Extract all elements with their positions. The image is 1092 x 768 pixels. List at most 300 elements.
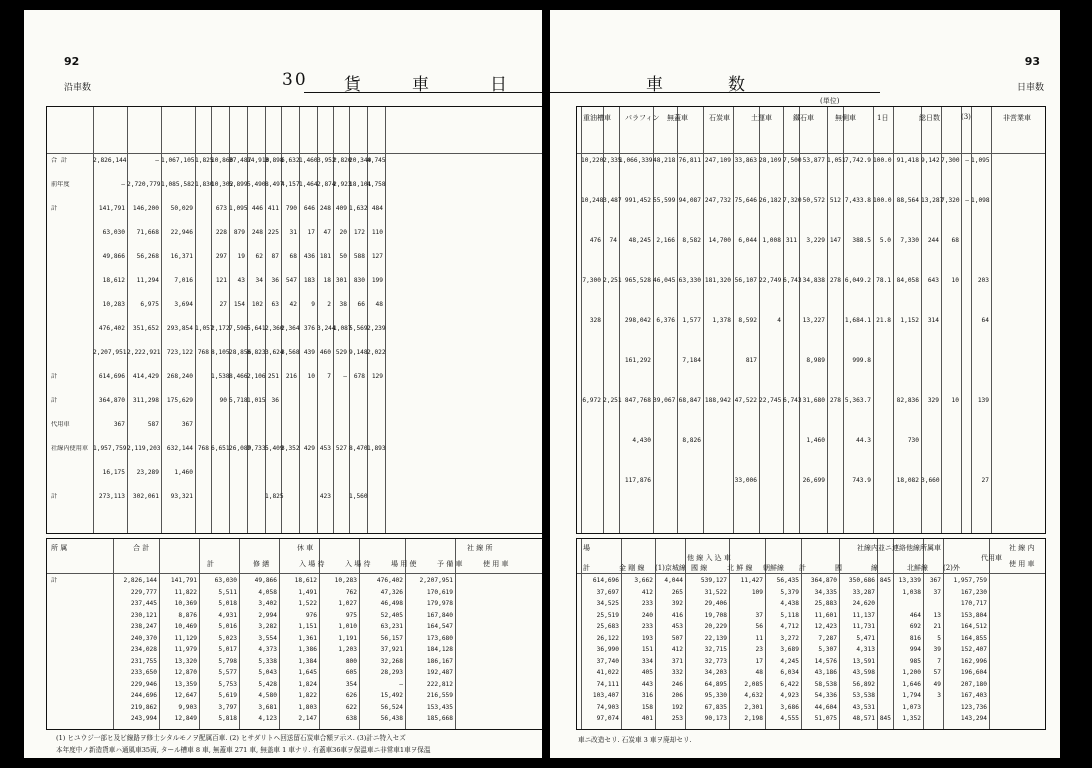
left-top-cell: 102 [251,301,263,308]
left-top-cell: 5,409 [265,445,284,452]
left-top-cell: 56,268 [136,253,159,260]
left-bottom-cell: 185,668 [426,715,453,722]
left-top-cell: 16,371 [170,253,193,260]
right-bottom-cell: 103,407 [592,692,619,699]
left-top-cell: 411 [267,205,279,212]
right-top-cell: 1,577 [682,317,701,324]
right-top-cell: 21.8 [876,317,891,324]
right-bottom-cell: 253 [671,715,683,722]
right-bottom-cell: 2,198 [744,715,763,722]
left-top-cell: 121 [215,277,227,284]
title-char-4: 車 [646,75,665,95]
left-top-cell: 1,015 [247,397,266,404]
left-bottom-cell: 5,043 [258,669,277,676]
bottom-sub-head: 修 繕 [253,560,270,568]
left-top-row [47,469,542,476]
right-bottom-cell: 845 [879,577,891,584]
left-bottom-cell: 46,498 [380,600,403,607]
right-top-cell: — [965,197,969,204]
left-top-cell: 63,030 [102,229,125,236]
right-bottom-cell: 57 [933,669,941,676]
left-bottom-cell: 244,696 [130,692,157,699]
left-top-cell: 2,826,144 [93,157,127,164]
left-top-cell: 3,568 [281,349,300,356]
right-bottom-cell: 37 [755,611,763,619]
left-top-cell: 351,652 [132,325,159,332]
bottom-head-group2: 社 線 所 [467,544,493,552]
left-top-cell: 10,860 [211,157,234,164]
left-top-cell: 2,207,951 [93,349,127,356]
right-bottom-cell: 56 [755,623,763,630]
left-top-cell: 453 [319,445,331,452]
title-rule [304,92,542,93]
left-bottom-cell: 5,017 [218,646,237,653]
left-bottom-row [47,658,542,665]
left-top-cell: 436 [303,253,315,260]
right-bottom-cell: 43,531 [852,703,875,711]
right-bottom-sub-head: 國 [835,564,842,572]
title-char-5: 数 [728,75,747,95]
right-bottom-cell: 193 [641,634,653,642]
left-bottom-row [47,715,542,722]
left-top-cell: 8,466 [229,373,248,380]
left-top-table [46,106,542,534]
right-top-cell: 64 [981,317,989,324]
right-bottom-cell: 153,804 [960,611,987,619]
left-top-cell: 248 [319,205,331,212]
right-bottom-cell: 51,075 [814,715,837,722]
left-bottom-cell: 5,016 [218,623,237,630]
left-top-cell: 587 [147,421,159,428]
right-top-cell: 8,826 [682,437,701,444]
right-top-cell: 100.0 [873,157,892,164]
left-top-cell: 10,283 [102,301,125,308]
left-bottom-cell: 12,870 [174,669,197,676]
right-top-cell: 55,599 [653,197,676,204]
left-bottom-row [47,589,542,596]
right-bottom-row [577,623,1045,630]
left-bottom-cell: 12,849 [174,715,197,722]
right-bottom-sub-head: 北鮮線 [907,564,928,572]
left-bottom-cell: 141,791 [170,577,197,584]
right-bottom-cell: 11 [755,634,763,642]
left-top-cell: 1,057 [195,325,214,332]
left-top-cell: 446 [251,205,263,212]
left-top-cell: 273,113 [98,493,125,500]
right-bottom-cell: 162,996 [960,657,987,665]
left-top-cell: 301 [335,277,347,284]
left-bottom-cell: 5,619 [218,692,237,699]
right-top-cell: 278 [829,397,841,404]
left-top-cell: 439 [303,349,315,356]
left-top-cell: 1,464 [299,181,318,188]
left-bottom-row [47,704,542,711]
left-bottom-cell: 800 [345,657,357,665]
left-top-cell: 17 [307,229,315,236]
right-bottom-cell: 53,538 [852,692,875,699]
left-bottom-cell: 11,129 [174,634,197,642]
right-top-cell: 512 [829,197,841,204]
left-top-cell: 22,946 [170,229,193,236]
left-top-row-label: 合 計 [51,157,68,164]
left-bottom-cell: 1,361 [298,634,317,642]
left-bottom-cell: 11,822 [174,588,197,596]
left-bottom-cell: 4,123 [258,715,277,722]
left-bottom-cell: 5,018 [218,600,237,607]
right-bottom-row [577,704,1045,711]
left-bottom-cell: 1,151 [298,623,317,630]
right-bottom-sub-head: 北 鮮 線 [727,564,753,572]
left-top-cell: 23,289 [136,469,159,476]
right-top-cell: 1,008 [762,237,781,244]
right-top-cell: 7,320 [941,197,960,204]
right-top-cell: 1,152 [900,317,919,324]
left-bottom-cell: 11,979 [174,646,197,653]
right-top-cell: 33,863 [734,157,757,164]
left-top-cell: — [343,373,347,380]
left-bottom-cell: 3,554 [258,634,277,642]
left-bottom-cell: 32,268 [380,657,403,665]
left-bottom-cell: 626 [345,692,357,699]
left-top-cell: 1,893 [367,445,386,452]
right-top-cell: 47,522 [734,397,757,404]
left-top-cell: 3,244 [317,325,336,332]
right-bottom-row [577,635,1045,642]
right-top-cell: 278 [829,277,841,284]
left-bottom-row-label: 計 [51,577,58,584]
left-top-cell: 10,302 [211,181,234,188]
left-top-cell: 36 [271,397,279,404]
right-top-head: (3) [961,113,971,121]
title-char-3: 日 [490,75,509,95]
right-top-cell: 10 [951,277,959,284]
right-bottom-row [577,577,1045,584]
right-top-cell: 31,680 [802,397,825,404]
right-bottom-cell: 5,118 [780,611,799,619]
left-bottom-cell: 56,438 [380,715,403,722]
left-bottom-cell: — [399,680,403,688]
left-bottom-row [47,635,542,642]
right-bottom-cell: 3 [937,692,941,699]
right-bottom-cell: 985 [909,657,921,665]
right-top-cell: 2,166 [656,237,675,244]
right-bottom-cell: 21 [933,623,941,630]
left-top-cell: 9 [311,301,315,308]
right-top-cell: 27 [981,477,989,484]
left-top-cell: 484 [371,205,383,212]
right-bottom-row [577,681,1045,688]
right-top-cell: 28,109 [759,157,782,164]
right-bottom-cell: 1,646 [902,680,921,688]
left-top-cell: 423 [319,493,331,500]
left-top-cell: 14,910 [247,157,270,164]
left-top-cell: 3,898 [265,157,284,164]
left-bottom-cell: 229,946 [130,680,157,688]
bottom-sub-head: 予 備 車 [437,560,463,568]
left-top-cell: 2,222,921 [127,349,161,356]
left-top-cell: 10 [307,373,315,380]
right-top-head: 土運車 [751,114,772,122]
right-bottom-row [577,589,1045,596]
left-bottom-cell: 167,840 [426,611,453,619]
left-top-cell: 5,718 [229,397,248,404]
right-top-cell: 161,292 [624,357,651,364]
right-bottom-cell: 5,471 [856,634,875,642]
right-top-cell: 7,330 [900,237,919,244]
left-bottom-cell: 638 [345,715,357,722]
left-top-cell: 18 [323,277,331,284]
right-bottom-cell: 164,855 [960,634,987,642]
left-top-cell: 141,791 [98,205,125,212]
left-bottom-header-rule [47,573,542,574]
left-top-cell: 476,402 [98,325,125,332]
left-top-cell: 7 [327,373,331,380]
right-bottom-cell: 11,137 [852,611,875,619]
left-top-cell: 7,596 [229,325,248,332]
right-top-cell: 7,433.8 [844,197,871,204]
right-bottom-cell: 4,712 [780,623,799,630]
right-top-cell: 46,045 [653,277,676,284]
right-top-cell: 2,251 [603,277,622,284]
right-top-cell: 3,229 [806,237,825,244]
right-bottom-cell: 4,245 [780,657,799,665]
right-top-cell: 8,989 [806,357,825,364]
right-bottom-cell: 316 [641,692,653,699]
right-top-row [577,437,1045,444]
left-top-cell: 248 [251,229,263,236]
right-bottom-cell: 539,127 [700,577,727,584]
left-bottom-cell: 238,247 [130,623,157,630]
left-bottom-cell: 1,491 [298,588,317,596]
left-top-cell: 1,095 [229,205,248,212]
left-bottom-cell: 219,862 [130,703,157,711]
right-bottom-cell: 29,406 [704,600,727,607]
unit-label: (単位) [820,97,840,105]
left-top-cell: 49,866 [102,253,125,260]
right-bottom-row [577,646,1045,653]
right-bottom-cell: 34,525 [596,600,619,607]
left-bottom-row [47,669,542,676]
right-top-cell: 91,418 [896,157,919,164]
left-bottom-cell: 1,645 [298,669,317,676]
right-bottom-cell: 994 [909,646,921,653]
left-top-row [47,493,542,500]
right-top-cell: 84,058 [896,277,919,284]
left-bottom-cell: 8,876 [178,611,197,619]
right-bottom-cell: 109 [751,588,763,596]
left-bottom-cell: 5,428 [258,680,277,688]
right-top-row [577,477,1045,484]
right-bottom-cell: 37,697 [596,588,619,596]
right-bottom-cell: 43,598 [852,669,875,676]
left-bottom-cell: 5,577 [218,669,237,676]
left-bottom-cell: 976 [305,611,317,619]
left-top-cell: 297 [215,253,227,260]
right-bottom-sub-head: 線 [871,564,878,572]
right-bottom-cell: 692 [909,623,921,630]
right-top-cell: 1,051 [827,157,846,164]
right-top-cell: 139 [977,397,989,404]
right-top-cell: 329 [927,397,939,404]
right-bottom-cell: 58,538 [814,680,837,688]
right-top-cell: 188,942 [704,397,731,404]
left-bottom-cell: 192,487 [426,669,453,676]
left-top-cell: 830 [353,277,365,284]
left-top-cell: 3,624 [265,349,284,356]
left-top-cell: 3,952 [317,157,336,164]
right-top-cell: 68,847 [678,397,701,404]
right-bottom-cell: 4,438 [780,600,799,607]
right-bottom-cell: 24,620 [852,600,875,607]
right-bottom-cell: 7,287 [818,634,837,642]
bottom-sub-head: 計 [207,560,214,568]
right-top-cell: 68 [951,237,959,244]
right-bottom-cell: 20,229 [704,623,727,630]
right-top-cell: 965,528 [624,277,651,284]
left-bottom-row [47,692,542,699]
right-top-cell: 13,287 [921,197,944,204]
left-top-cell: 429 [303,445,315,452]
left-bottom-row [47,577,542,584]
right-top-cell: 18,082 [896,477,919,484]
left-top-cell: 216 [285,373,297,380]
right-bottom-cell: 265 [671,588,683,596]
right-bottom-cell: 405 [641,669,653,676]
right-bottom-cell: 206 [671,692,683,699]
right-top-cell: 203 [977,277,989,284]
right-bottom-cell: 64,895 [704,680,727,688]
left-top-cell: 268,240 [166,373,193,380]
left-top-cell: 2,239 [367,325,386,332]
right-top-cell: 22,745 [759,397,782,404]
right-top-cell: — [965,157,969,164]
left-bottom-cell: 12,647 [174,692,197,699]
left-top-cell: 1,538 [211,373,230,380]
right-bottom-cell: 23 [755,646,763,653]
right-top-cell: 8,582 [682,237,701,244]
right-top-cell: 1,098 [971,197,990,204]
right-bottom-cell: 350,686 [848,577,875,584]
right-top-cell: 10,220 [581,157,604,164]
left-bottom-cell: 605 [345,669,357,676]
left-top-cell: 36 [271,277,279,284]
left-bottom-cell: 173,680 [426,634,453,642]
right-bottom-cell: 3,272 [780,634,799,642]
right-bottom-cell: 332 [671,669,683,676]
right-top-cell: 147 [829,237,841,244]
left-bottom-cell: 10,469 [174,623,197,630]
left-bottom-table [46,538,542,730]
left-top-cell: 26,089 [229,445,252,452]
bottom-head-total: 合 計 [133,544,150,552]
right-bottom-cell: 56,892 [852,680,875,688]
right-top-cell: 10,248 [581,197,604,204]
right-top-head: 鐵石車 [793,114,814,122]
left-bottom-cell: 13,320 [174,657,197,665]
right-top-row [577,357,1045,364]
right-bottom-cell: 32,773 [704,657,727,665]
right-top-cell: 643 [927,277,939,284]
right-top-cell: 7,300 [941,157,960,164]
left-bottom-cell: 1,027 [338,600,357,607]
right-bottom-cell: 22,139 [704,634,727,642]
left-top-cell: 1,825 [195,157,214,164]
right-top-cell: 2,251 [603,397,622,404]
left-top-cell: 1,460 [299,157,318,164]
right-top-head: 1日 [877,114,889,122]
right-bottom-head-left: 場 [583,544,590,552]
right-bottom-cell: 14,576 [814,657,837,665]
right-top-cell: 74 [609,237,617,244]
right-top-row [577,237,1045,244]
left-bottom-cell: 5,023 [218,634,237,642]
right-top-cell: 244 [927,237,939,244]
left-top-cell: 127 [371,253,383,260]
right-bottom-cell: 443 [641,680,653,688]
right-top-cell: 388.5 [852,237,871,244]
right-bottom-cell: 7 [937,657,941,665]
right-top-cell: 7,500 [783,157,802,164]
right-bottom-row [577,658,1045,665]
left-top-cell: 1,830 [195,181,214,188]
left-top-cell: 1,632 [349,205,368,212]
page-number-left: 92 [64,55,80,68]
left-top-row-label: 代用車 [51,421,70,428]
left-bottom-cell: 10,369 [174,600,197,607]
right-top-cell: 26,182 [759,197,782,204]
left-bottom-cell: 229,777 [130,588,157,596]
left-top-cell: 34 [255,277,263,284]
left-top-cell: 62 [255,253,263,260]
left-top-cell: 87 [271,253,279,260]
right-bottom-sub-head: 國 線 [691,564,708,572]
right-top-cell: 476 [589,237,601,244]
left-top-row [47,205,542,212]
right-top-cell: 1,095 [971,157,990,164]
left-bottom-cell: 170,619 [426,588,453,596]
right-bottom-cell: 11,427 [740,577,763,584]
left-top-cell: 90 [219,397,227,404]
left-bottom-cell: 5,511 [218,588,237,596]
right-bottom-cell: 6,422 [780,680,799,688]
right-bottom-cell: 1,200 [902,669,921,676]
left-top-cell: 2 [327,301,331,308]
right-bottom-cell: 412 [641,588,653,596]
left-top-cell: 43 [237,277,245,284]
right-bottom-cell: 2,085 [744,680,763,688]
right-top-cell: 78.1 [876,277,891,284]
left-top-cell: 1,087 [333,325,352,332]
left-top-cell: 146,200 [132,205,159,212]
left-bottom-row [47,646,542,653]
right-bottom-row [577,692,1045,699]
right-bottom-cell: 25,519 [596,611,619,619]
left-top-row [47,349,542,356]
left-top-cell: 50 [339,253,347,260]
right-bottom-daiyo: 代用車 [981,554,1002,562]
right-bottom-cell: 25,883 [814,600,837,607]
right-bottom-cell: 90,173 [704,715,727,722]
left-bottom-cell: 1,522 [298,600,317,607]
right-top-cell: 100.0 [873,197,892,204]
right-top-cell: 247,732 [704,197,731,204]
left-top-cell: 225 [267,229,279,236]
left-bottom-cell: 3,797 [218,703,237,711]
left-bottom-cell: 28,293 [380,669,403,676]
left-top-cell: 8,497 [265,181,284,188]
left-top-cell: 460 [319,349,331,356]
left-top-cell: 31 [289,229,297,236]
